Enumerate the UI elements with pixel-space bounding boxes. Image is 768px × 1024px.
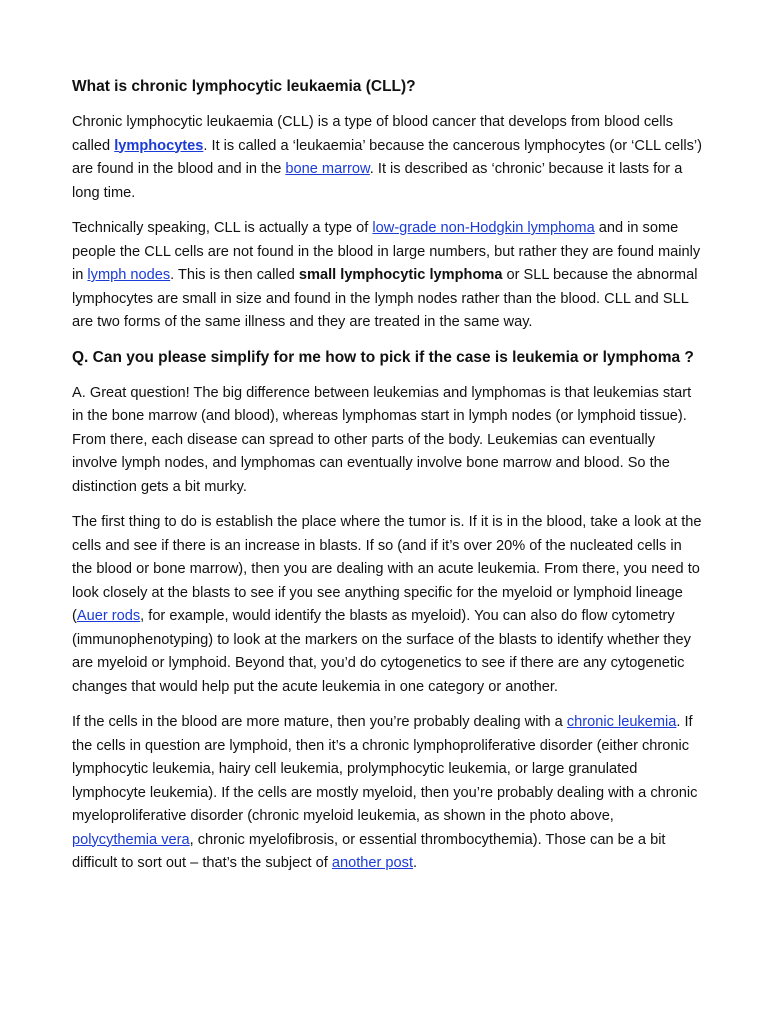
text-span: . It is described as ‘chronic’ because it lasts for a long time. xyxy=(72,161,683,201)
text-span: . It is called a ‘leukaemia’ because the cancerous lymphocytes (or ‘CLL cells’) are found in the blood and in the xyxy=(72,137,702,177)
text-span: . xyxy=(413,855,418,871)
text-span: , for example, would identify the blasts as myeloid). You can also do flow cytometry (immunophenotyping) to look at the markers on the surface of the blasts to identify whether they are myeloid or lymphoid. Beyond that, you’d do cytogenetics to see if there are any cytogenetic changes that would help put the acute leukemia in one category or another. xyxy=(72,608,691,695)
text-span: If the cells in the blood are more mature, then you’re probably dealing with a xyxy=(72,714,567,730)
paragraph-chronic-leukemia xyxy=(72,711,702,876)
paragraph-cll-definition xyxy=(72,111,702,205)
text-span: The first thing to do is establish the place where the tumor is. If it is in the blood, take a look at the cells and see if there is an increase in blasts. If so (and if it’s over 20% of the nucleated cells in the blood or bone marrow), then you are dealing with an acute leukemia. From there, you need to look closely at the blasts to see if you see anything specific for the myeloid or lymphoid lineage ( xyxy=(72,514,702,624)
text-span: . This is then called xyxy=(170,267,299,283)
paragraph-answer-intro: A. Great question! The big difference between leukemias and lymphomas is that leukemias start in the bone marrow (and blood), whereas lymphomas start in lymph nodes (or lymphoid tissue). From there, each disease can spread to other parts of the body. Leukemias can eventually involve lymph nodes, and lymphomas can eventually involve bone marrow and blood. So the distinction gets a bit murky. xyxy=(72,384,692,495)
link-auer-rods[interactable]: Auer rods xyxy=(76,608,141,624)
text-span: , chronic myelofibrosis, or essential thrombocythemia). Those can be a bit difficult to sort out – that’s the subject of xyxy=(72,831,666,871)
text-span: and in some people the CLL cells are not found in the blood in large numbers, but rather they are found mainly in xyxy=(72,220,701,283)
link-bone-marrow[interactable]: bone marrow xyxy=(285,161,370,177)
link-lymphocytes[interactable]: lymphocytes xyxy=(114,137,204,154)
question-heading: Q. Can you please simplify for me how to pick if the case is leukemia or lymphoma ? xyxy=(72,348,694,366)
link-chronic-leukemia[interactable]: chronic leukemia xyxy=(566,714,677,730)
paragraph-cll-sll xyxy=(72,217,702,335)
article-heading: What is chronic lymphocytic leukaemia (CLL)? xyxy=(72,78,416,95)
bold-term-sll: small lymphocytic lymphoma xyxy=(298,267,503,283)
text-span: Technically speaking, CLL is actually a type of xyxy=(72,220,373,236)
text-span: Chronic lymphocytic leukaemia (CLL) is a type of blood cancer that develops from blood cells called xyxy=(72,114,674,154)
link-another-post[interactable]: another post xyxy=(331,855,414,871)
link-lymph-nodes[interactable]: lymph nodes xyxy=(87,267,171,283)
paragraph-acute-leukemia xyxy=(72,511,702,699)
text-span: . If the cells in question are lymphoid, then it’s a chronic lymphoproliferative disorder (either chronic lymphocytic leukemia, hairy cell leukemia, prolymphocytic leukemia, or large granulated lymphocyte leukemia). If the cells are mostly myeloid, then you’re probably dealing with a chronic myeloproliferative disorder (chronic myeloid leukemia, as shown in the photo above, xyxy=(72,714,698,824)
link-polycythemia-vera[interactable]: polycythemia vera xyxy=(72,831,190,848)
link-non-hodgkin-lymphoma[interactable]: low-grade non-Hodgkin lymphoma xyxy=(372,220,595,236)
text-span: or SLL because the abnormal lymphocytes are small in size and found in the lymph nodes rather than the blood. CLL and SLL are two forms of the same illness and they are treated in the same way. xyxy=(72,267,698,330)
